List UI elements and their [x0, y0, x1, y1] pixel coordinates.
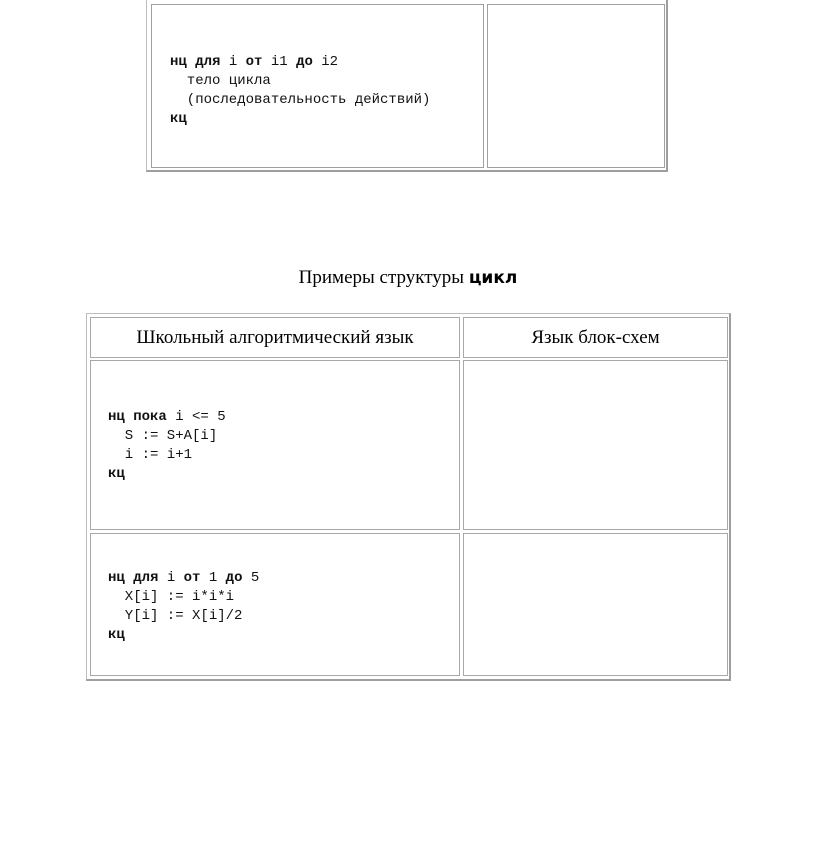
section-title-text: Примеры структуры	[298, 267, 469, 288]
code-line	[108, 427, 226, 446]
code-text: тело цикла	[170, 73, 271, 89]
code-keyword: кц	[108, 627, 125, 643]
code-keyword: кц	[170, 111, 187, 127]
code-line	[170, 53, 430, 72]
code-text: S := S+A[i]	[108, 428, 218, 444]
code-keyword: нц пока	[108, 409, 167, 425]
code-text: i2	[312, 54, 339, 70]
code-line	[108, 607, 259, 626]
loop-syntax-table	[146, 0, 668, 172]
code-line	[108, 465, 226, 484]
code-keyword: до	[296, 54, 313, 70]
code-keyword: до	[225, 570, 243, 586]
code-keyword: от	[245, 54, 263, 70]
header-cell-school-language	[90, 317, 460, 358]
code-line	[108, 588, 259, 607]
code-text: i	[220, 54, 246, 70]
code-text: (последовательность действий)	[170, 92, 431, 108]
code-text: 1	[200, 570, 226, 586]
while-loop-code	[108, 408, 226, 484]
code-keyword: от	[183, 570, 201, 586]
row2-flowchart-cell	[463, 533, 728, 676]
code-keyword: нц для	[170, 54, 221, 70]
code-text: i <= 5	[166, 409, 226, 425]
code-keyword: кц	[108, 466, 125, 482]
code-line	[170, 110, 430, 129]
loop-examples-table	[86, 313, 731, 681]
section-title	[0, 266, 816, 290]
code-line	[108, 446, 226, 465]
loop-syntax-code	[170, 53, 430, 129]
code-text: i := i+1	[108, 447, 193, 463]
row2-code-cell	[90, 533, 460, 676]
code-text: Y[i] := X[i]/2	[108, 608, 243, 624]
row1-code-cell	[90, 360, 460, 530]
code-line	[108, 408, 226, 427]
header-school-language: Школьный алгоритмический язык	[136, 326, 414, 348]
header-flowchart: Язык блок-схем	[531, 326, 660, 348]
section-title-bold: цикл	[468, 268, 518, 288]
loop-syntax-flowchart-cell	[487, 4, 665, 168]
code-text: i1	[262, 54, 297, 70]
header-cell-flowchart	[463, 317, 728, 358]
code-line	[108, 569, 259, 588]
code-line	[108, 626, 259, 645]
code-text: 5	[242, 570, 260, 586]
code-keyword: нц для	[108, 570, 159, 586]
code-text: X[i] := i*i*i	[108, 589, 235, 605]
row1-flowchart-cell	[463, 360, 728, 530]
loop-syntax-code-cell	[151, 4, 484, 168]
code-text: i	[158, 570, 184, 586]
for-loop-code	[108, 569, 259, 645]
code-line	[170, 91, 430, 110]
code-line	[170, 72, 430, 91]
